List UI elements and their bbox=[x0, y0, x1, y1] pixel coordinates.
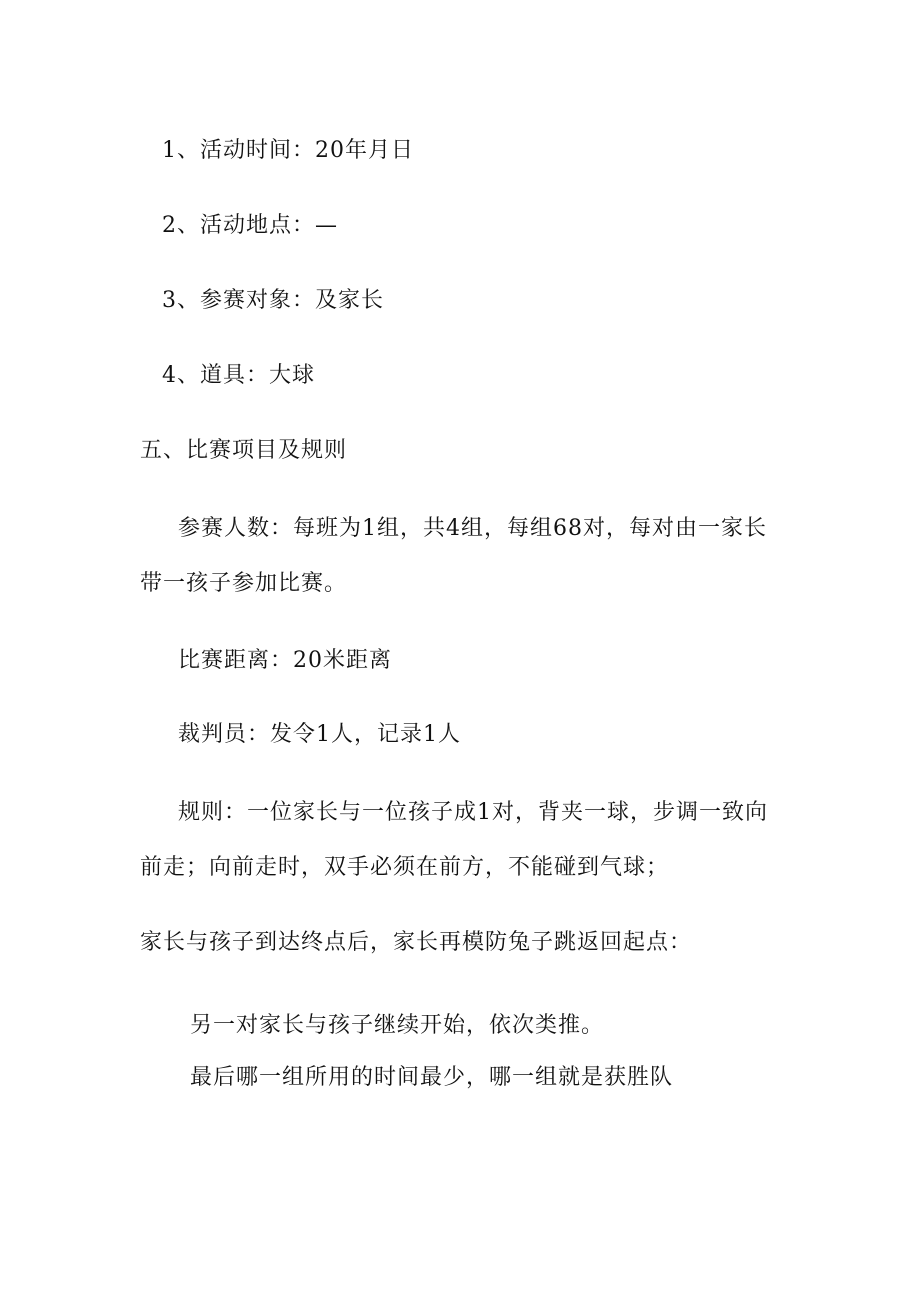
participants-count-line2: 带一孩子参加比赛。 bbox=[140, 571, 348, 596]
list-item-activity-time: 1、活动时间：20年月日 bbox=[162, 138, 414, 163]
rules-line3: 家长与孩子到达终点后，家长再模防兔子跳返回起点： bbox=[140, 930, 693, 955]
list-item-props: 4、道具：大球 bbox=[162, 363, 315, 388]
rules-line5: 最后哪一组所用的时间最少，哪一组就是获胜队 bbox=[190, 1065, 674, 1090]
race-distance: 比赛距离：20米距离 bbox=[178, 648, 392, 673]
list-item-activity-location: 2、活动地点：— bbox=[162, 213, 338, 238]
rules-line2: 前走；向前走时，双手必须在前方，不能碰到气球； bbox=[140, 855, 670, 880]
rules-line1: 规则：一位家长与一位孩子成1对，背夹一球，步调一致向 bbox=[178, 800, 768, 825]
rules-line4: 另一对家长与孩子继续开始，依次类推。 bbox=[190, 1013, 605, 1038]
referees: 裁判员：发令1人，记录1人 bbox=[178, 722, 461, 747]
section-heading: 五、比赛项目及规则 bbox=[140, 438, 348, 463]
list-item-participants-target: 3、参赛对象：及家长 bbox=[162, 288, 384, 313]
participants-count-line1: 参赛人数：每班为1组，共4组，每组68对，每对由一家长 bbox=[178, 516, 767, 541]
